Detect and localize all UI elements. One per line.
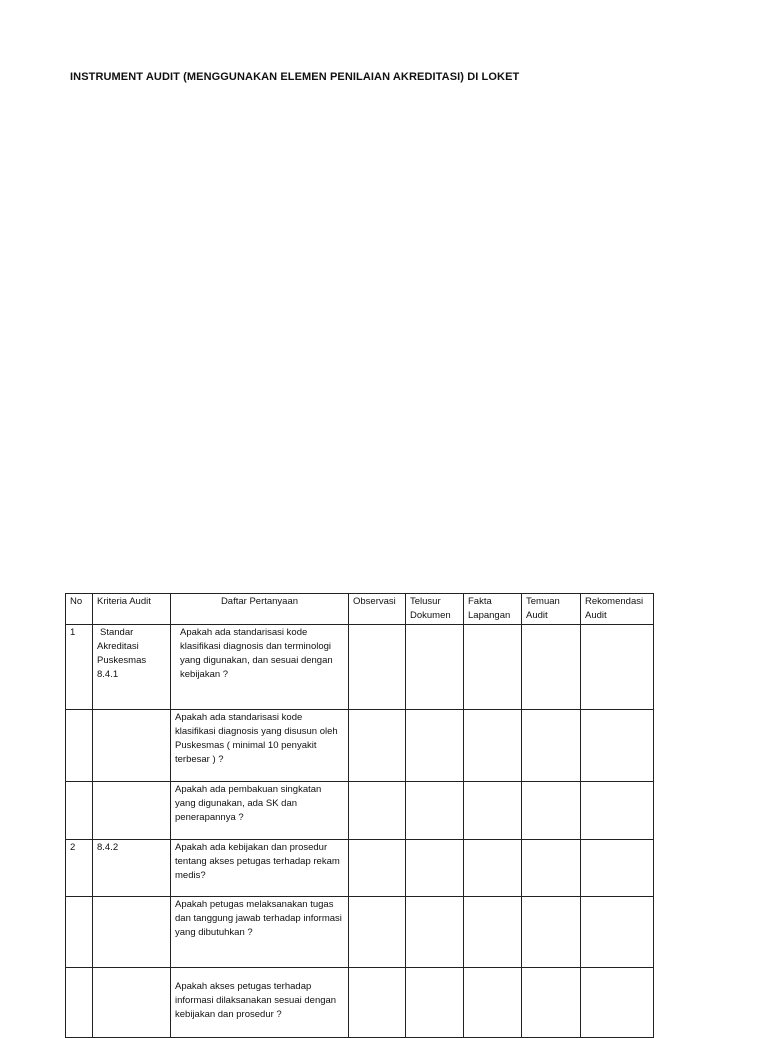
row-kriteria: 8.4.2 [93, 840, 171, 897]
header-observasi: Observasi [349, 594, 406, 625]
row-pertanyaan: Apakah ada standarisasi kode klasifikasi diagnosis dan terminologi yang digunakan, dan sesuai dengan kebijakan ? [171, 625, 349, 710]
row-kriteria [93, 782, 171, 840]
cell-rekomendasi-audit[interactable] [581, 710, 654, 782]
header-rekomendasi-audit: Rekomendasi Audit [581, 594, 654, 625]
row-pertanyaan: Apakah ada standarisasi kode klasifikasi diagnosis yang disusun oleh Puskesmas ( minimal 10 penyakit terbesar ) ? [171, 710, 349, 782]
cell-temuan-audit[interactable] [522, 625, 581, 710]
row-kriteria-line: Akreditasi Puskesmas 8.4.1 [97, 641, 147, 680]
table-header-row [66, 594, 654, 625]
cell-temuan-audit[interactable] [522, 897, 581, 968]
cell-rekomendasi-audit[interactable] [581, 897, 654, 968]
header-temuan-audit: Temuan Audit [522, 594, 581, 625]
table-row [66, 840, 654, 897]
row-no: 1 [66, 625, 93, 710]
cell-fakta-lapangan[interactable] [464, 782, 522, 840]
row-kriteria [93, 968, 171, 1038]
cell-rekomendasi-audit[interactable] [581, 968, 654, 1038]
table-row [66, 625, 654, 710]
cell-observasi[interactable] [349, 897, 406, 968]
cell-observasi[interactable] [349, 782, 406, 840]
cell-telusur-dokumen[interactable] [406, 840, 464, 897]
header-telusur-dokumen: Telusur Dokumen [406, 594, 464, 625]
row-kriteria-line: Standar [100, 627, 134, 638]
row-no: 2 [66, 840, 93, 897]
row-kriteria [93, 625, 171, 710]
cell-fakta-lapangan[interactable] [464, 968, 522, 1038]
table-row [66, 782, 654, 840]
row-no [66, 897, 93, 968]
row-no [66, 968, 93, 1038]
row-kriteria [93, 710, 171, 782]
cell-telusur-dokumen[interactable] [406, 710, 464, 782]
cell-rekomendasi-audit[interactable] [581, 625, 654, 710]
cell-telusur-dokumen[interactable] [406, 968, 464, 1038]
cell-rekomendasi-audit[interactable] [581, 840, 654, 897]
row-no [66, 782, 93, 840]
cell-fakta-lapangan[interactable] [464, 897, 522, 968]
cell-observasi[interactable] [349, 968, 406, 1038]
row-no [66, 710, 93, 782]
cell-temuan-audit[interactable] [522, 782, 581, 840]
cell-rekomendasi-audit[interactable] [581, 782, 654, 840]
cell-observasi[interactable] [349, 840, 406, 897]
header-daftar-pertanyaan: Daftar Pertanyaan [171, 594, 349, 625]
table-row [66, 710, 654, 782]
audit-table [65, 593, 654, 1038]
cell-fakta-lapangan[interactable] [464, 625, 522, 710]
cell-telusur-dokumen[interactable] [406, 897, 464, 968]
cell-telusur-dokumen[interactable] [406, 625, 464, 710]
cell-observasi[interactable] [349, 625, 406, 710]
row-pertanyaan: Apakah akses petugas terhadap informasi dilaksanakan sesuai dengan kebijakan dan prosedur ? [171, 968, 349, 1038]
document-title: INSTRUMENT AUDIT (MENGGUNAKAN ELEMEN PENILAIAN AKREDITASI) DI LOKET [70, 71, 520, 83]
row-pertanyaan: Apakah ada pembakuan singkatan yang digunakan, ada SK dan penerapannya ? [171, 782, 349, 840]
table-row [66, 897, 654, 968]
cell-fakta-lapangan[interactable] [464, 710, 522, 782]
row-pertanyaan: Apakah petugas melaksanakan tugas dan tanggung jawab terhadap informasi yang dibutuhkan ? [171, 897, 349, 968]
cell-temuan-audit[interactable] [522, 840, 581, 897]
header-kriteria-audit: Kriteria Audit [93, 594, 171, 625]
cell-temuan-audit[interactable] [522, 968, 581, 1038]
cell-temuan-audit[interactable] [522, 710, 581, 782]
cell-telusur-dokumen[interactable] [406, 782, 464, 840]
row-kriteria [93, 897, 171, 968]
row-pertanyaan: Apakah ada kebijakan dan prosedur tentang akses petugas terhadap rekam medis? [171, 840, 349, 897]
header-fakta-lapangan: Fakta Lapangan [464, 594, 522, 625]
cell-observasi[interactable] [349, 710, 406, 782]
table-row [66, 968, 654, 1038]
header-no: No [66, 594, 93, 625]
cell-fakta-lapangan[interactable] [464, 840, 522, 897]
